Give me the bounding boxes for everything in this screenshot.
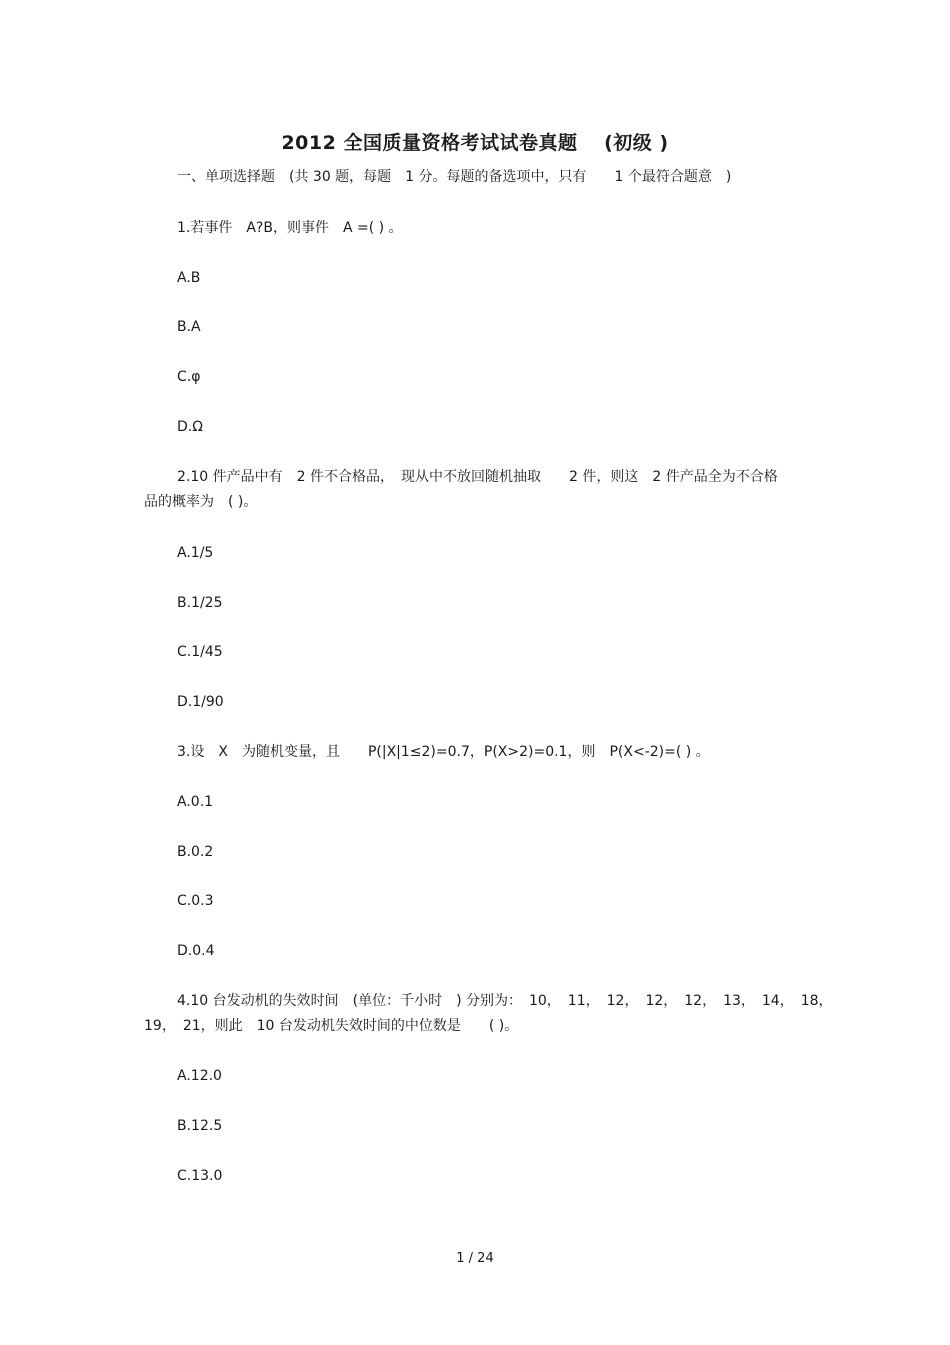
question-2-stem-line-2: 品的概率为 ( )。 <box>144 494 258 510</box>
question-1-option-d: D.Ω <box>177 419 203 435</box>
question-3-stem: 3.设 X 为随机变量，且 P(|X|1≤2)=0.7，P(X>2)=0.1，则 P(X<-2)=( ) 。 <box>177 744 710 760</box>
question-2-option-a: A.1/5 <box>177 545 214 561</box>
question-1-option-a: A.B <box>177 270 201 286</box>
page-number: 1 / 24 <box>456 1251 494 1266</box>
question-2-option-b: B.1/25 <box>177 595 223 611</box>
question-4-option-a: A.12.0 <box>177 1068 222 1084</box>
question-3-option-d: D.0.4 <box>177 943 215 959</box>
page-title: 2012 全国质量资格考试试卷真题 (初级 ) <box>281 132 669 154</box>
question-4-stem-line-1: 4.10 台发动机的失效时间 (单位：千小时 ) 分别为： 10， 11， 12， 12， 12， 13， 14， 18， <box>177 993 833 1009</box>
question-3-option-a: A.0.1 <box>177 794 214 810</box>
question-1-option-c: C.φ <box>177 369 201 385</box>
question-4-stem-line-2: 19， 21，则此 10 台发动机失效时间的中位数是 ( )。 <box>144 1018 519 1034</box>
question-2-option-d: D.1/90 <box>177 694 224 710</box>
question-4-option-b: B.12.5 <box>177 1118 223 1134</box>
question-3-option-c: C.0.3 <box>177 893 214 909</box>
question-1-stem: 1.若事件 A?B，则事件 A =( ) 。 <box>177 220 403 236</box>
question-2-stem-line-1: 2.10 件产品中有 2 件不合格品， 现从中不放回随机抽取 2 件，则这 2 件产品全为不合格 <box>177 469 778 485</box>
question-1-option-b: B.A <box>177 319 201 335</box>
question-4-option-c: C.13.0 <box>177 1168 223 1184</box>
question-3-option-b: B.0.2 <box>177 844 214 860</box>
section-heading: 一、单项选择题 (共 30 题，每题 1 分。每题的备选项中，只有 1 个最符合题意 ) <box>177 169 732 185</box>
question-2-option-c: C.1/45 <box>177 644 223 660</box>
